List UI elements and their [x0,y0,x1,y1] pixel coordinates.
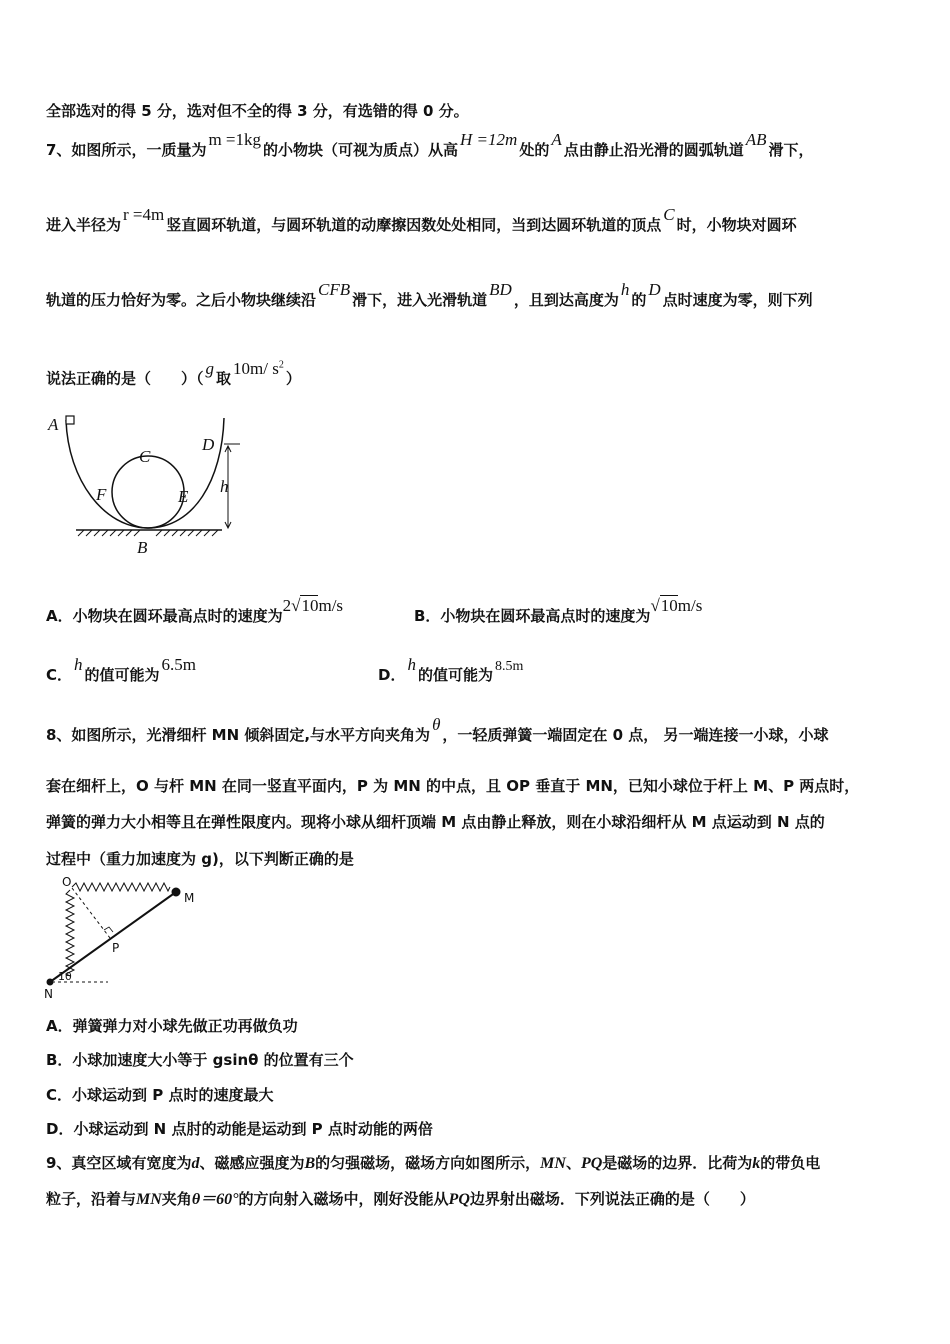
q7-fig-label-E: E [178,487,189,506]
q7-fig-label-D: D [202,435,215,454]
q9-line-2: 粒子，沿着与MN夹角θ＝60°的方向射入磁场中，刚好没能从PQ边界射出磁场．下列说法正确的是（ ） [46,1190,755,1208]
q7-option-a: A．小物块在圆环最高点时的速度为2√10m/s [46,596,344,625]
q8-line-2: 套在细杆上，O 与杆 MN 在同一竖直平面内，P 为 MN 的中点，且 OP 垂直于 MN，已知小球位于杆上 M、P 两点时， [46,777,860,795]
q8-fig-label-M: M [184,891,195,905]
q8-fig-label-N: N [44,987,53,1001]
q8-fig-label-theta: 1θ [58,970,72,983]
q8-option-b: B．小球加速度大小等于 gsinθ 的位置有三个 [46,1051,354,1069]
q9-line-1: 9、真空区域有宽度为d、磁感应强度为B的匀强磁场，磁场方向如图所示，MN、PQ是磁场的边界．比荷为k的带负电 [46,1154,821,1172]
q8-line-1: 8、如图所示，光滑细杆 MN 倾斜固定,与水平方向夹角为θ，一轻质弹簧一端固定在 0 点， 另一端连接一小球，小球 [46,715,829,744]
q8-spring-rod-figure [42,874,212,1004]
q7-line-3: 轨道的压力恰好为零。之后小物块继续沿CFB滑下，进入光滑轨道BD，且到达高度为h的D点时速度为零，则下列 [46,280,813,309]
q7-fig-label-C: C [139,447,151,466]
q7-height: H =12m [460,130,518,149]
q7-radius: r =4m [123,205,165,224]
q7-option-d: D．h的值可能为 8.5m [378,655,524,684]
q8-line-3: 弹簧的弹力大小相等且在弹性限度内。现将小球从细杆顶端 M 点由静止释放，则在小球沿细杆从 M 点运动到 N 点的 [46,813,825,831]
q7-line-2: 进入半径为r =4m竖直圆环轨道，与圆环轨道的动摩擦因数处处相同，当到达圆环轨道的顶点C时，小物块对圆环 [46,205,797,234]
q7-optA-value: 2√10m/s [282,596,344,615]
q7-line-4: 说法正确的是（ ）（g取10m/ $s^2$） [46,358,301,388]
q7-fig-label-A: A [48,415,59,434]
q7-line-1: 7、如图所示，一质量为m =1kg的小物块（可视为质点）从高H =12m处的A点由静止沿光滑的圆弧轨道AB滑下， [46,130,814,159]
q8-option-a: A．弹簧弹力对小球先做正功再做负功 [46,1017,298,1035]
q7-optB-value: √10m/s [650,596,703,615]
q8-line-4: 过程中（重力加速度为 g)，以下判断正确的是 [46,850,354,868]
q7-optC-value: 6.5m [161,655,197,674]
q7-g-value: 10m/ $s^2$ [233,358,284,378]
q7-fig-label-h: h [220,477,229,496]
q8-fig-label-P: P [112,941,120,955]
q8-option-d: D．小球运动到 N 点肘的动能是运动到 P 点时动能的两倍 [46,1120,433,1138]
q7-fig-label-B: B [137,538,148,557]
q7-fig-label-F: F [96,485,107,504]
q8-option-c: C．小球运动到 P 点时的速度最大 [46,1086,274,1104]
q8-fig-label-O: O [62,875,72,889]
q7-option-c: C．h的值可能为6.5m [46,655,197,684]
q7-optD-value: 8.5m [494,659,524,674]
q7-option-b: B．小物块在圆环最高点时的速度为√10m/s [414,596,703,625]
intro-line: 全部选对的得 5 分，选对但不全的得 3 分，有选错的得 0 分。 [46,102,469,120]
q7-mass: m =1kg [208,130,262,149]
q7-track-figure [44,410,244,560]
